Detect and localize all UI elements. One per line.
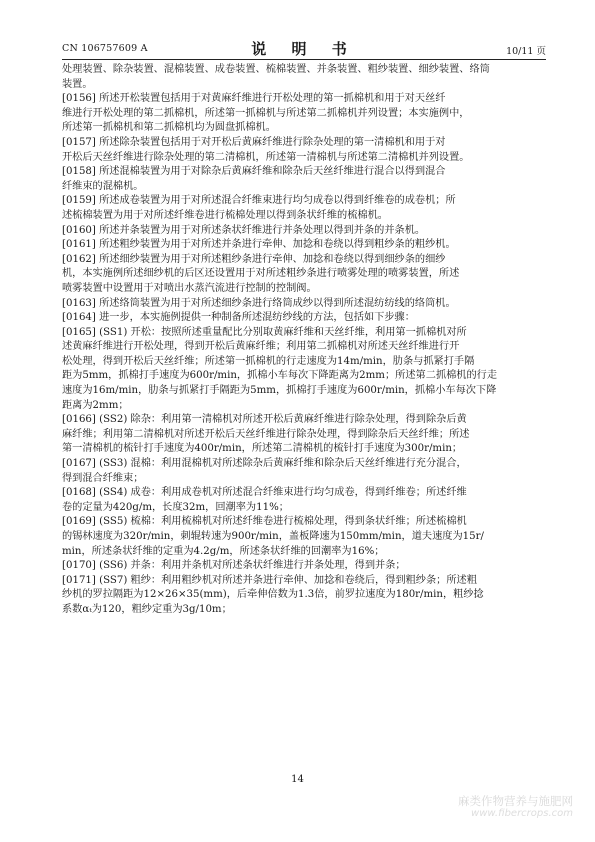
header-rule [62,59,546,60]
text-line: 机，本实施例所述细纱机的后区还设置用于对所述粗纱条进行喷雾处理的喷雾装置，所述 [62,268,460,280]
text-line: [0171] (SS7) 粗纱：利用粗纱机对所述并条进行牵伸、加捻和卷绕后，得到粗纱条；所述粗 [62,574,477,586]
text-line: 系数αₜ为120，粗纱定重为3g/10m； [62,603,232,615]
text-line: [0159] 所述成卷装置为用于对所述混合纤维束进行均匀成卷以得到纤维卷的成卷机；所 [62,195,456,207]
text-line: 述梳棉装置为用于对所述纤维卷进行梳棉处理以得到条状纤维的梳棉机。 [62,209,388,221]
site-watermark [423,793,573,821]
text-line: 卷的定量为420g/m，长度32m，回潮率为11%； [62,501,289,513]
text-line: 第一清棉机的梳针打手速度为400r/min，所述第二清棉机的梳针打手速度为300r/min； [62,443,463,455]
text-line: [0161] 所述粗纱装置为用于对所述并条进行牵伸、加捻和卷绕以得到粗纱条的粗纱机。 [62,239,456,251]
text-line: [0168] (SS4) 成卷：利用成卷机对所述混合纤维束进行均匀成卷，得到纤维卷；所述纤维 [62,487,467,499]
text-line: [0164] 进一步，本实施例提供一种制备所述混纺纱线的方法，包括如下步骤： [62,312,415,324]
text-line: [0160] 所述并条装置为用于对所述条状纤维进行并条处理以得到并条的并条机。 [62,224,426,236]
page-header [62,37,546,57]
text-line: 纱机的罗拉隔距为12×26×35(mm)，后牵伸倍数为1.3倍，前罗拉速度为180r/min，粗纱捻 [62,589,484,601]
text-line: 处理装置、除杂装置、混棉装置、成卷装置、梳棉装置、并条装置、粗纱装置、细纱装置、络筒 [62,64,490,75]
document-title: 说 明 书 [251,40,357,58]
text-line: [0169] (SS5) 梳棉：利用梳棉机对所述纤维卷进行梳棉处理，得到条状纤维；所述梳棉机 [62,516,467,528]
patent-number: CN 106757609 A [62,43,148,54]
text-line: 松处理，得到开松后天丝纤维；所述第一抓棉机的行走速度为14m/min，肋条与抓紧打手隔 [62,355,475,367]
text-line: [0166] (SS2) 除杂：利用第一清棉机对所述开松后黄麻纤维进行除杂处理，得到除杂后黄 [62,414,467,426]
text-line: 得到混合纤维束； [62,472,144,484]
text-line: 喷雾装置中设置用于对喷出水蒸汽流进行控制的控制阀。 [62,282,317,294]
text-line: [0165] (SS1) 开松：按照所述重量配比分别取黄麻纤维和天丝纤维，利用第一抓棉机对所 [62,326,467,338]
page-number: 14 [291,774,304,785]
text-line: 所述第一抓棉机和第二抓棉机均为圆盘抓棉机。 [62,122,276,134]
text-line: min，所述条状纤维的定重为4.2g/m，所述条状纤维的回潮率为16%； [62,545,385,557]
watermark-text: 麻类作物营养与施肥网 [458,794,573,808]
text-line: [0162] 所述细纱装置为用于对所述粗纱条进行牵伸、加捻和卷绕以得到细纱条的细纱 [62,253,446,265]
text-line: [0157] 所述除杂装置包括用于对开松后黄麻纤维进行除杂处理的第一清棉机和用于对 [62,136,446,148]
page-indicator: 10/11 页 [506,46,546,57]
text-line: 开松后天丝纤维进行除杂处理的第二清棉机，所述第一清棉机与所述第二清棉机并列设置。 [62,151,470,163]
text-line: 维进行开松处理的第二抓棉机，所述第一抓棉机与所述第二抓棉机并列设置；本实施例中， [62,107,470,119]
text-line: 麻纤维；利用第二清棉机对所述开松后天丝纤维进行除杂处理，得到除杂后天丝纤维；所述 [62,428,470,440]
text-line: [0163] 所述络筒装置为用于对所述细纱条进行络筒成纱以得到所述混纺纺线的络筒机。 [62,297,456,309]
text-line: 装置。 [62,78,93,90]
text-line: [0158] 所述混棉装置为用于对除杂后黄麻纤维和除杂后天丝纤维进行混合以得到混合 [62,166,446,178]
text-line: [0156] 所述开松装置包括用于对黄麻纤维进行开松处理的第一抓棉机和用于对天丝纤 [62,93,446,105]
text-line: 距离为2mm； [62,399,129,411]
description-body [62,63,546,618]
text-line: 速度为16m/min，肋条与抓紧打手隔距为5mm，抓棉打手速度为600r/min，抓棉小车每次下降 [62,385,497,397]
text-line: 的锡林速度为320r/min，刺辊转速为900r/min，盖板降速为150mm/min，道夫速度为15r/ [62,531,484,542]
text-line: 纤维束的混棉机。 [62,180,144,192]
watermark-url: www.fibercrops.com [471,808,573,819]
text-line: [0167] (SS3) 混棉：利用混棉机对所述除杂后黄麻纤维和除杂后天丝纤维进行充分混合， [62,458,467,470]
text-line: 述黄麻纤维进行开松处理，得到开松后黄麻纤维；利用第二抓棉机对所述天丝纤维进行开 [62,341,460,353]
text-line: 距为5mm，抓棉打手速度为600r/min，抓棉小车每次下降距离为2mm；所述第二抓棉机的行走 [62,370,498,382]
text-line: [0170] (SS6) 并条：利用并条机对所述条状纤维进行并条处理，得到并条； [62,560,406,572]
